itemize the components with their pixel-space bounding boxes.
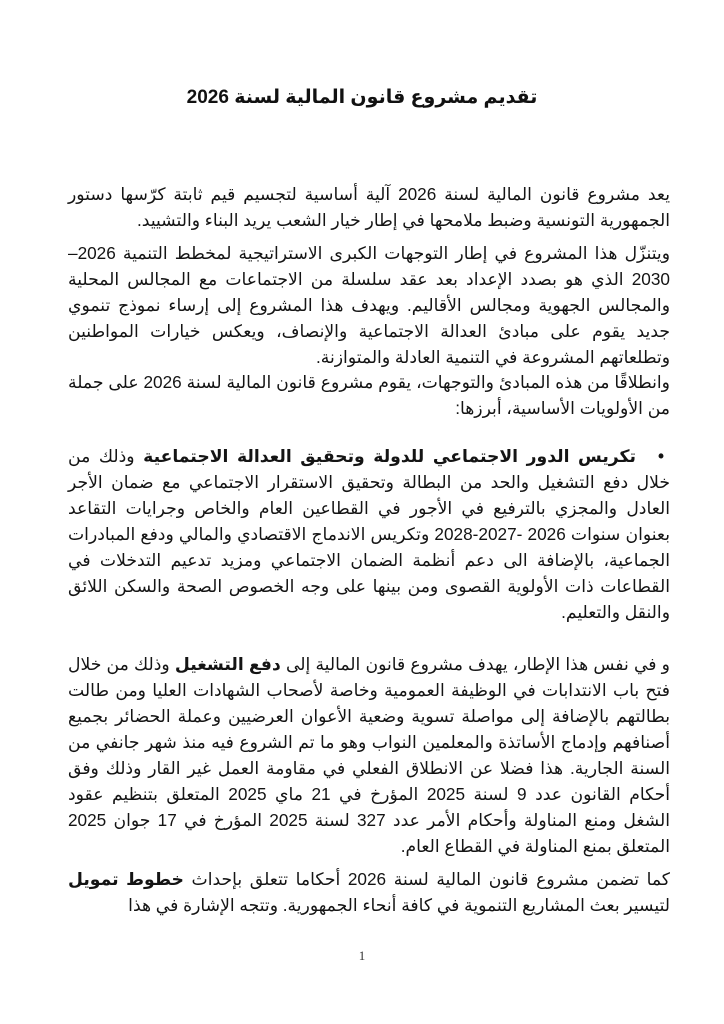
bullet-body-text: وذلك من خلال دفع التشغيل والحد من البطالة وتحقيق الاستقرار الاجتماعي مع ضمان الأجر العادل والمجزي بالترفيع في الأجور في القطاعين العام والخاص وجرايات التقاعد بعنوان سنوات 2026 -2027-2028 وتكريس الاندماج الاقتصادي والمالي ودفع المبادرات الجماعية، بالإضافة الى دعم أنظمة الضمان الاجتماعي ومزيد تدعيم التدخلات في القطاعات ذات الأولوية القصوى ومن بينها على وجه الخصوص الصحة والسكن اللائق والنقل والتعليم. (68, 446, 671, 622)
bullet-bold-heading: تكريس الدور الاجتماعي للدولة وتحقيق العدالة الاجتماعية (143, 446, 636, 466)
paragraph-employment-lead: و في نفس هذا الإطار، يهدف مشروع قانون المالية إلى (280, 654, 670, 674)
paragraph-financing-body: لتيسير بعث المشاريع التنموية في كافة أنحاء الجمهورية. وتتجه الإشارة في هذا (128, 895, 670, 915)
paragraph-employment (68, 651, 670, 859)
bullet-icon: • (657, 446, 664, 466)
page-number: 1 (358, 948, 366, 963)
paragraph-financing-lead: كما تضمن مشروع قانون المالية لسنة 2026 أحكاما تتعلق بإحداث (183, 869, 670, 889)
paragraph-priorities-intro: وانطلاقًا من هذه المبادئ والتوجهات، يقوم مشروع قانون المالية لسنة 2026 على جملة من الأولويات الأساسية، أبرزها: (68, 372, 670, 418)
page-title: تقديم مشروع قانون المالية لسنة 2026 (186, 87, 538, 108)
bullet-item-social-role (68, 443, 670, 625)
paragraph-intro: يعد مشروع قانون المالية لسنة 2026 آلية أساسية لتجسيم قيم ثابتة كرّسها دستور الجمهورية التونسية وضبط ملامحها في إطار خيار الشعب يريد البناء والتشييد. (68, 184, 670, 230)
paragraph-employment-body: وذلك من خلال فتح باب الانتدابات في الوظيفة العمومية وخاصة لأصحاب الشهادات العليا ومن طالت بطالتهم بالإضافة إلى مواصلة تسوية وضعية الأعوان العرضيين وعملة الحضائر بجميع أصنافهم وإدماج الأساتذة والمعلمين النواب وهو ما تم الشروع فيه منذ شهر جانفي من السنة الجارية. هذا فضلا عن الانطلاق الفعلي في مقاومة العمل غير القار وذلك وفق أحكام القانون عدد 9 لسنة 2025 المؤرخ في 21 ماي 2025 المتعلق بتنظيم عقود الشغل ومنع المناولة وأحكام الأمر عدد 327 لسنة 2025 المؤرخ في 17 جوان 2025 المتعلق بمنع المناولة في القطاع العام. (68, 654, 671, 856)
paragraph-financing-bold: خطوط تمويل (68, 869, 184, 889)
paragraph-financing-lines (68, 866, 670, 918)
paragraph-employment-bold: دفع التشغيل (174, 654, 281, 674)
paragraph-strategic-orientation: ويتنزّل هذا المشروع في إطار التوجهات الكبرى الاستراتيجية لمخطط التنمية 2026–2030 الذي هو بصدد الإعداد بعد عقد سلسلة من الاجتماعات مع المجالس المحلية والمجالس الجهوية ومجالس الأقاليم. ويهدف هذا المشروع إلى إرساء نموذج تنموي جديد يقوم على مبادئ العدالة الاجتماعية والإنصاف، ويعكس خيارات المواطنين وتطلعاتهم المشروعة في التنمية العادلة والمتوازنة. (68, 243, 670, 367)
